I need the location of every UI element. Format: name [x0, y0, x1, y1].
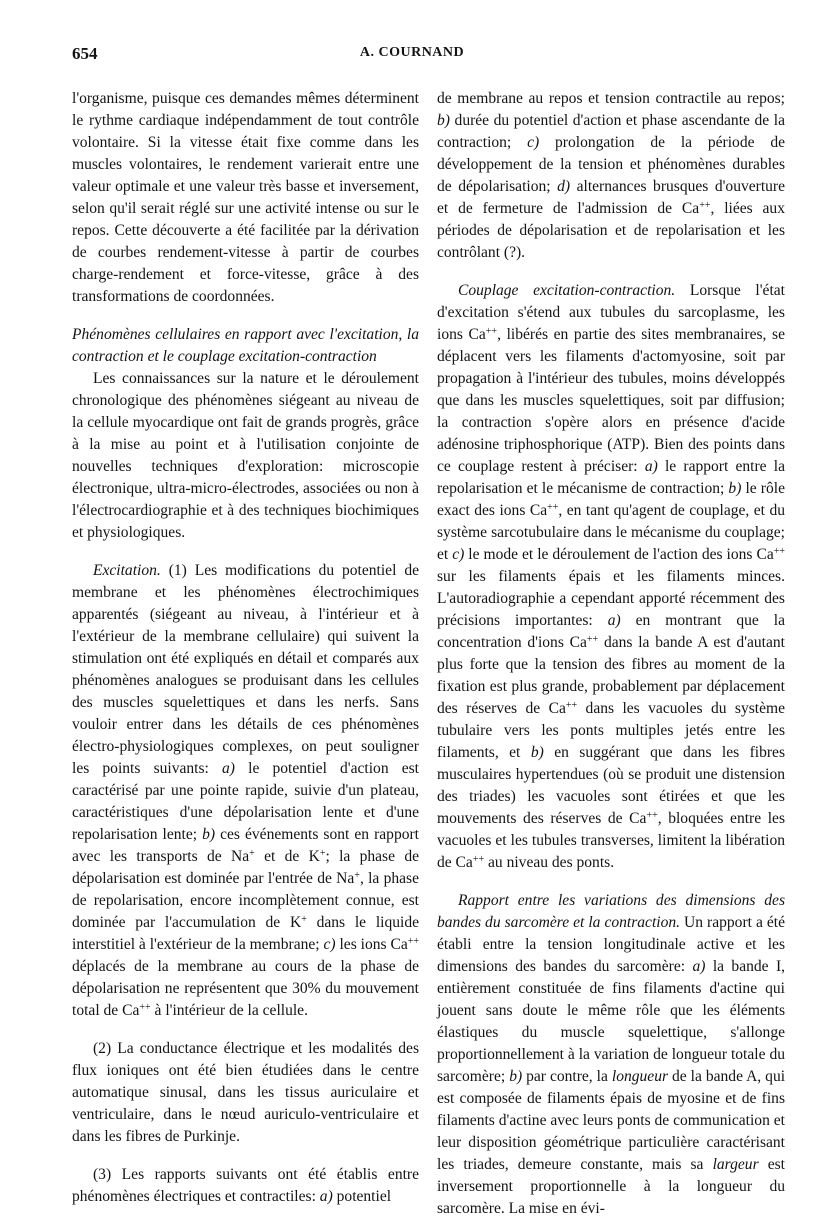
page-header [72, 44, 752, 68]
paragraph-intro: Les connaissances sur la nature et le déroulement chronologique des phénomènes siégeant au niveau de la cellule myocardique ont fait de grands progrès, grâce à la mise au point et à l'utilisation conjointe de nouvelles techniques d'exploration: microscopie électronique, ultra-micro-électrodes, associées ou non à l'électrocardiographie et à des techniques biochimiques et physiologiques. [72, 370, 419, 541]
page-number: 654 [72, 44, 98, 63]
paragraph-conductance: (2) La conductance électrique et les modalités des flux ioniques ont été bien étudiées dans le centre automatique sinusal, dans les tissus auriculaire et ventriculaire, dans le nœud auriculo-ventriculaire et dans les fibres de Purkinje. [72, 1040, 419, 1145]
rapport-title: Rapport entre les variations des dimensions des bandes du sarcomère et la contraction. [437, 892, 785, 931]
right-column [437, 88, 785, 1220]
section-heading: Phénomènes cellulaires en rapport avec l'excitation, la contraction et le couplage excitation-contraction [72, 326, 419, 365]
paragraph-continuation: l'organisme, puisque ces demandes mêmes déterminent le rythme cardiaque indépendamment de tout contrôle volontaire. Si la vitesse était fixe comme dans les muscles volontaires, le rendement varierait entre une valeur optimale et une valeur très basse et inversement, selon qu'il serait réglé sur une activité intense ou sur le repos. Cette découverte a été facilitée par la dérivation de courbes rendement-vitesse à partir de courbes charge-rendement et force-vitesse, grâce à des transformations de coordonnées. [72, 90, 419, 305]
paragraph-excitation: Excitation. (1) Les modifications du potentiel de membrane et les phénomènes électrochimiques apparentés (siégeant au niveau, à l'intérieur et à l'extérieur de la membrane cellulaire) qui suivent la stimulation ont été expliqués en détail et comparés aux phénomènes analogues se produisant dans les cellules des muscles squelettiques et dans les nerfs. Sans vouloir entrer dans les détails de ces phénomènes électro-physiologiques complexes, on peut souligner les points suivants: a) le potentiel d'action est caractérisé par une pointe rapide, suivie d'un plateau, caractéristiques d'une dépolarisation lente et d'une repolarisation lente; b) ces événements sont en rapport avec les transports de Na+ et de K+; la phase de dépolarisation est dominée par l'entrée de Na+, la phase de repolarisation, encore incomplètement connue, est dominée par l'accumulation de K+ dans le liquide interstitiel à l'extérieur de la membrane; c) les ions Ca++ déplacés de la membrane au cours de la phase de dépolarisation ne représentent que 30% du mouvement total de Ca++ à l'intérieur de la cellule. [72, 562, 420, 1019]
excitation-title: Excitation. [93, 562, 161, 579]
paragraph-continuation-right: de membrane au repos et tension contractile au repos; b) durée du potentiel d'action et phase ascendante de la contraction; c) prolongation de la période de développement de la tension et phénomènes durables de dépolarisation; d) alternances brusques d'ouverture et de fermeture de l'admission de Ca++, liées aux périodes de dépolarisation et de repolarisation et les contrôlant (?). [437, 90, 786, 261]
paragraph-couplage: Couplage excitation-contraction. Lorsque l'état d'excitation s'étend aux tubules du sarcoplasme, les ions Ca++, libérés en partie des sites membranaires, se déplacent vers les filaments d'actomyosine, soit par propagation à l'intérieur des tubules, moins développés que dans les muscles squelettiques, soit par diffusion; la contraction s'opère alors en présence d'acide adénosine triphosphorique (ATP). Bien des points dans ce couplage restent à préciser: a) le rapport entre la repolarisation et le mécanisme de contraction; b) le rôle exact des ions Ca++, en tant qu'agent de couplage, et du système sarcotubulaire dans le mécanisme du couplage; et c) le mode et le déroulement de l'action des ions Ca++ sur les filaments épais et les filaments minces. L'autoradiographie a cependant apporté récemment des précisions importantes: a) en montrant que la concentration d'ions Ca++ dans la bande A est d'autant plus forte que la tension des fibres au moment de la fixation est plus grande, probablement par déplacement des réserves de Ca++ dans les vacuoles du système tubulaire vers les ponts multiples jetés entre les filaments, et b) en suggérant que dans les fibres musculaires hypertendues (où se produit une distension des triades) les vacuoles sont étirées et que les mouvements des réserves de Ca++, bloquées entre les vacuoles et les tubules transverses, limitent la libération de Ca++ au niveau des ponts. [437, 282, 786, 871]
left-column [72, 88, 419, 1208]
running-head: A. COURNAND [359, 45, 465, 60]
paragraph-rapport-sarcomere: Rapport entre les variations des dimensions des bandes du sarcomère et la contraction. Un rapport a été établi entre la tension longitudinale active et les dimensions des bandes du sarcomère: a) la bande I, entièrement constituée de fins filaments d'actine qui jouent sans doute le même rôle que les éléments élastiques du muscle squelettique, s'allonge proportionnellement à la variation de longueur totale du sarcomère; b) par contre, la longueur de la bande A, qui est composée de filaments épais de myosine et de fins filaments d'actine avec leurs ponts de communication et leur disposition géométrique particulière caractérisant les triades, demeure constante, mais sa largeur est inversement proportionnelle à la longueur du sarcomère. La mise en évi- [437, 892, 786, 1217]
paragraph-rapports: (3) Les rapports suivants ont été établis entre phénomènes électriques et contractiles: a) potentiel [72, 1166, 419, 1205]
couplage-title: Couplage excitation-contraction. [458, 282, 676, 299]
